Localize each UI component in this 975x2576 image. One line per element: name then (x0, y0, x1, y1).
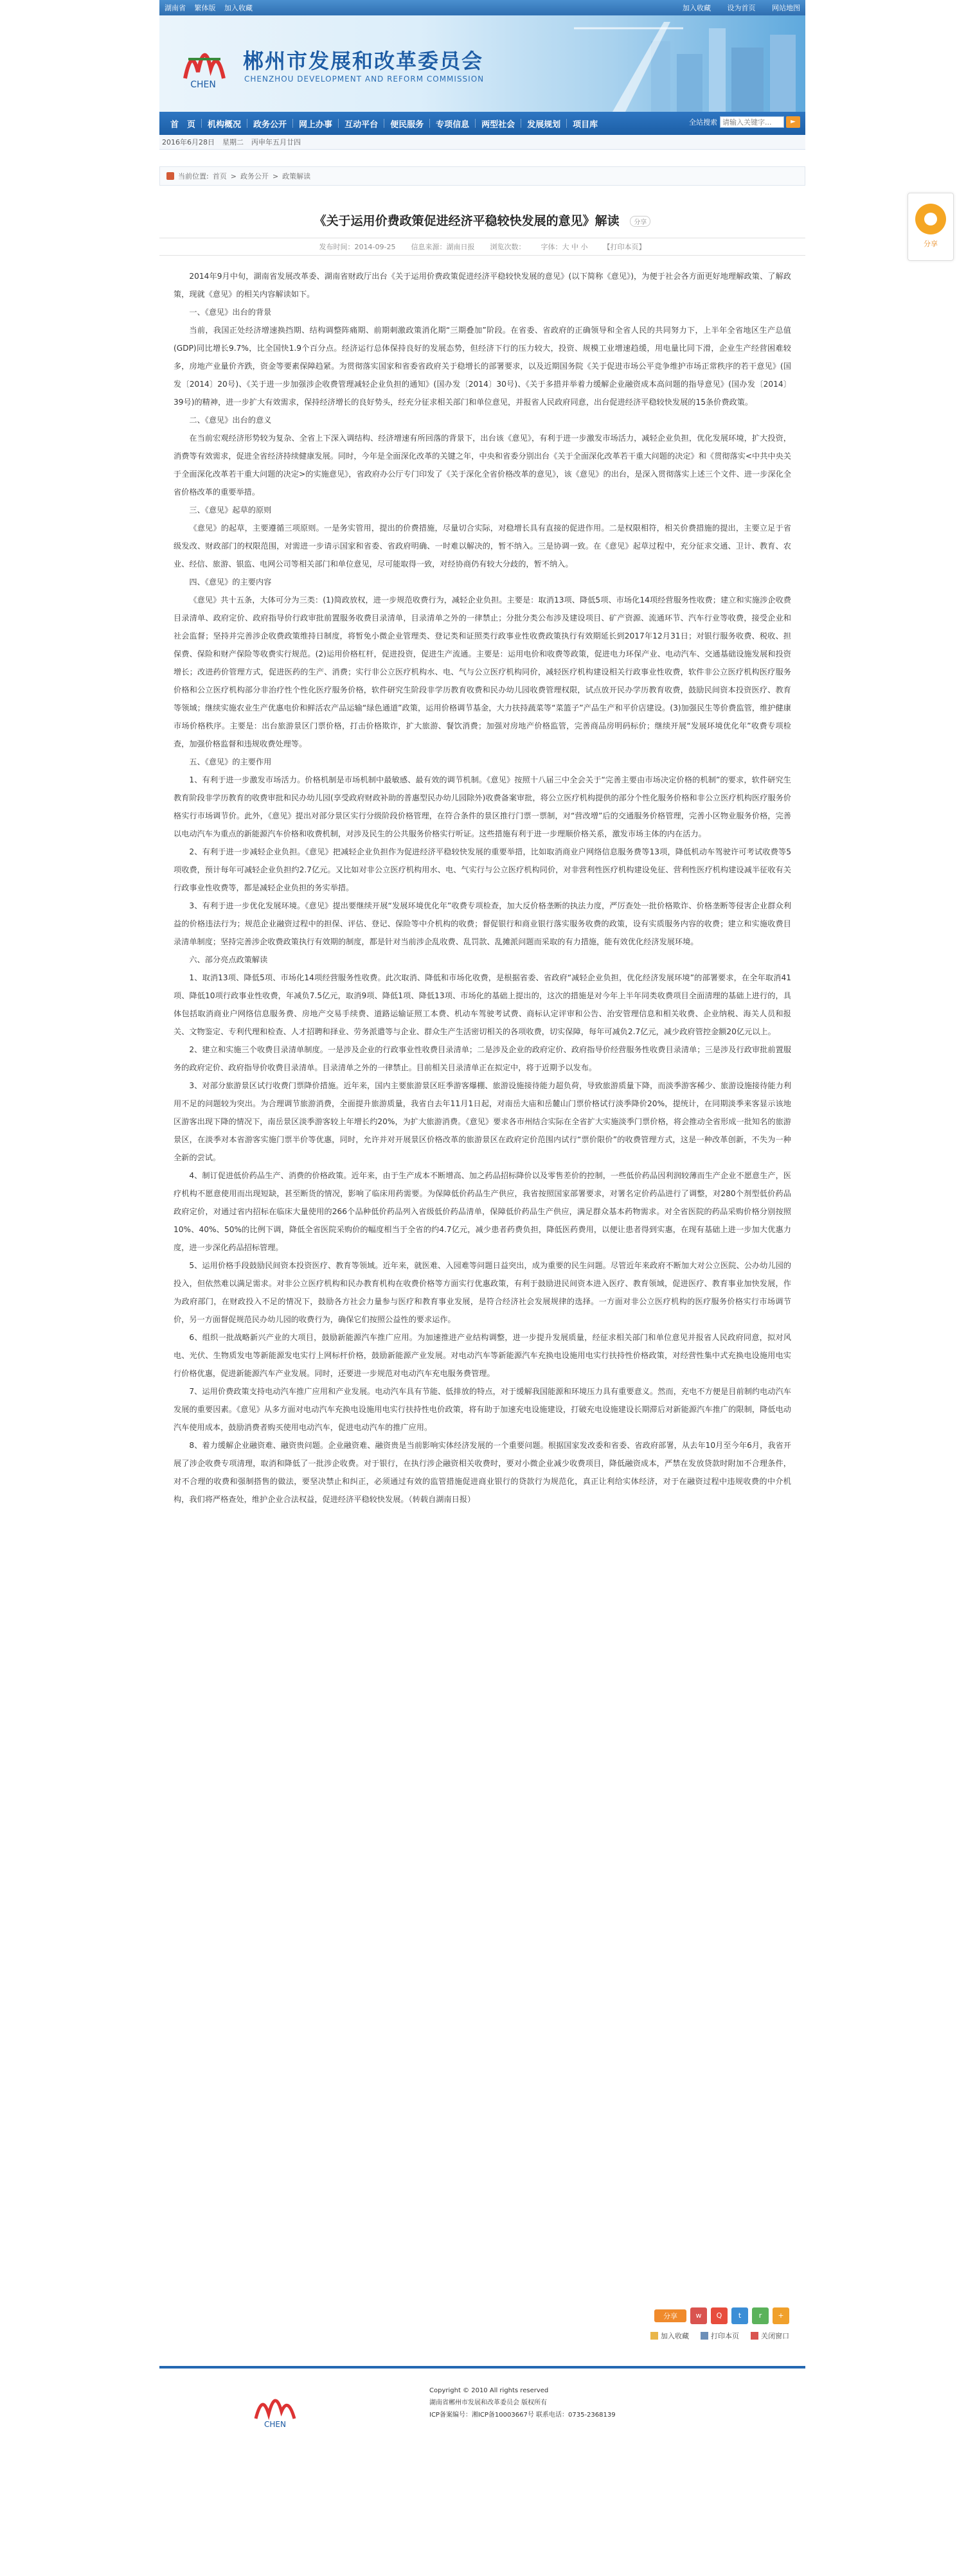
topbar-link[interactable]: 湖南省 (165, 4, 186, 12)
topbar-link[interactable]: 加入收藏 (224, 4, 253, 12)
nav-item-online-service[interactable]: 网上办事 (299, 119, 333, 130)
nav-item-planning[interactable]: 发展规划 (527, 119, 561, 130)
article-meta (159, 238, 805, 256)
date-bar (159, 135, 805, 150)
article-paragraph: 当前，我国正处经济增速换挡期、结构调整阵痛期、前期刺激政策消化期“三期叠加”阶段。在省委、省政府的正确领导和全省人民的共同努力下，上半年全省地区生产总值(GDP)同比增长9.7%，比全国快1.9个百分点。经济运行总体保持良好的发展态势，但经济下行的压力较大，投资、规模工业增速趋缓，用电量比同下滑，企业生产经营困难较多，房地产业量价齐跌，资金等要素保障趋紧。为贯彻落实国家和省委省政府关于稳增长的部署要求，以及近期国务院《关于促进市场公平竞争维护市场正常秩序的若干意见》(国发〔2014〕20号)、《关于进一步加强涉企收费管理减轻企业负担的通知》(国办发〔2014〕30号)、《关于多措并举着力缓解企业融资成本高问题的指导意见》(国办发〔2014〕39号)的精神，进一步扩大有效需求，保持经济增长的良好势头，经充分征求相关部门和单位意见，并报省人民政府同意，出台促进经济平稳较快发展的15条价费政策。 (174, 326, 791, 407)
site-footer (159, 2377, 805, 2435)
site-subtitle: CHENZHOU DEVELOPMENT AND REFORM COMMISSION (244, 75, 485, 84)
set-homepage-link[interactable]: 设为首页 (727, 4, 756, 12)
share-button[interactable]: 分享 (654, 2309, 686, 2322)
print-action[interactable]: 打印本页 (701, 2331, 739, 2341)
view-count: 浏览次数： (490, 243, 526, 251)
footer-copyright: Copyright © 2010 All rights reserved (429, 2387, 549, 2394)
section-heading: 六、部分亮点政策解读 (189, 955, 268, 964)
article-paragraph: 3、有利于进一步优化发展环境。《意见》提出要继续开展“发展环境优化年”收费专项检查，加大反价格垄断的执法力度，严厉查处一批价格欺诈、价格垄断等侵害企业群众利益的价格违法行为；规范企业融资过程中的担保、评估、登记、保险等中介机构的收费；督促银行和商业银行落实服务收费的政策，设有实质服务内容的收费；建立和实施收费目录清单制度；坚持完善涉企收费政策执行有效期的制度，都是针对当前涉企乱收费、乱罚款、乱摊派问题而采取的有力措施，能有效优化经济发展环境。 (174, 901, 791, 946)
floating-share-label: 分享 (924, 240, 938, 248)
nav-item-special-info[interactable]: 专项信息 (436, 119, 470, 130)
nav-item-interaction[interactable]: 互动平台 (344, 119, 379, 130)
article-paragraph: 5、运用价格手段鼓励民间资本投资医疗、教育等领域。近年来，就医难、入园难等问题日益突出，成为重要的民生问题。尽管近年来政府不断加大对公立医院、公办幼儿园的投入，但依然难以满足需求。对非公立医疗机构和民办教育机构在收费价格等方面实行优惠政策，有利于鼓励进民间资本进入医疗、教育领域，促进医疗、教育事业加快发展，作为政府部门，在财政投入不足的情况下，鼓励各方社会力量参与医疗和教育事业发展，是符合经济社会发展规律的选择。一方面对非公立医疗机构的医疗服务价格实行市场调节价，另一方面督促规范民办幼儿园的收费行为，确保它们按照公益性的要求运作。 (174, 1261, 791, 1324)
nav-item-about[interactable]: 机构概况 (208, 119, 242, 130)
footer-logo (249, 2383, 301, 2430)
star-icon (650, 2332, 658, 2340)
main-nav (159, 112, 805, 135)
weibo-share-icon[interactable]: w (690, 2307, 707, 2324)
city-skyline-image (535, 15, 805, 112)
share-bar (596, 2307, 789, 2340)
nav-item-two-type-society[interactable]: 两型社会 (481, 119, 515, 130)
topbar-right-links (668, 3, 800, 13)
topbar-link[interactable]: 繁体版 (194, 4, 216, 12)
info-source: 信息来源：湖南日报 (411, 243, 475, 251)
tencent-share-icon[interactable]: t (731, 2307, 748, 2324)
current-weekday: 星期二 (222, 138, 244, 146)
footer-org: 湖南省郴州市发展和改革委员会 版权所有 (429, 2399, 548, 2406)
breadcrumb-item[interactable]: 政策解读 (282, 172, 311, 181)
close-icon (751, 2332, 758, 2340)
article-paragraph: 2、建立和实施三个收费目录清单制度。一是涉及企业的行政事业性收费目录清单；二是涉及企业的政府定价、政府指导价经营服务性收费目录清单；三是涉及行政审批前置服务的政府定价、政府指导价收费目录清单。目录清单之外的一律禁止。目前相关目录清单正在拟定中，将于近期予以发布。 (174, 1045, 791, 1072)
breadcrumb-label: 当前位置: (178, 172, 209, 181)
article-paragraph: 2、有利于进一步减轻企业负担。《意见》把减轻企业负担作为促进经济平稳较快发展的重要举措，比如取消商业户网络信息服务费等13项，降低机动车驾驶许可考试收费等5项收费，预计每年可减轻企业负担约2.7亿元。又比如对非公立医疗机构用水、电、气实行与公立医疗机构同价，对非营利性医疗机构建设免征、营利性医疗机构建设减半征收有关行政事业性收费等，都是减轻企业负担的务实举措。 (174, 847, 791, 892)
article-actions (596, 2331, 789, 2341)
renren-share-icon[interactable]: r (752, 2307, 769, 2324)
search-input[interactable] (720, 116, 784, 128)
footer-info (429, 2385, 616, 2421)
article-paragraph: 7、运用价费政策支持电动汽车推广应用和产业发展。电动汽车具有节能、低排放的特点，对于缓解我国能源和环境压力具有重要意义。然而，充电不方便是目前制约电动汽车发展的重要因素。《意见》从多方面对电动汽车充换电设施用电实行扶持性电价政策，将有助于加速充电设施建设，打破充电设施建设长期滞后对新能源汽车推广的限制，降低电动汽车使用成本，鼓励消费者购买使用电动汽车，促进电动汽车的推广应用。 (174, 1387, 791, 1432)
article-title-row (159, 211, 805, 229)
breadcrumb-item[interactable]: 政务公开 (240, 172, 269, 181)
article-paragraph: 《意见》共十五条，大体可分为三类：(1)简政放权，进一步规范收费行为，减轻企业负担。主要是：取消13项、降低5项、市场化14项经营服务性收费；建立和实施涉企收费目录清单、政府定价、政府指导价行政审批前置服务收费目录清单，目录清单之外的一律禁止；分批分类公布涉及建设项目、矿产资源、流通环节、汽车行业等收费，接受企业和社会监督；坚持并完善涉企收费政策维持日制度，将暂免小微企业管理类、登记类和证照类行政事业性收费政策执行有效期延长到2017年12月31日；对银行服务收费、税收、担保费、保险和财产保险等收费实行规范。(2)运用价格杠杆，促进投资，促进生产流通。主要是：运用电价和收费等政策，促进电力环保产业、电动汽车、交通基础设施发展和投资增长；改进药价管理方式，促进医药的生产、消费；实行非公立医疗机构水、电、气与公立医疗机构同价，减轻医疗机构建设相关行政事业性收费，软件非公立医疗机构医疗服务价格和公立医疗机构部分非治疗性个性化医疗服务价格，软件研究生阶段非学历教育收费和民办幼儿园收费管理权限，试点放开民办学历教育收费，鼓励民间资本投资医疗、教育等领域；继续实施农业生产优惠电价和鲜活农产品运输“绿色通道”政策，运用价格调节基金，大力扶持蔬菜等“菜篮子”产品生产和平价店建设。(3)加强民生等价费监管，维护健康市场价格秩序。主要是：出台旅游景区门票价格，打击价格欺诈，扩大旅游、餐饮消费；加强对房地产价格监管，完善商品房明码标价；继续开展“发展环境优化年”收费专项检查，加强价格监督和违规收费处理等。 (174, 595, 791, 748)
site-logo[interactable] (179, 33, 230, 91)
share-icons-row (596, 2307, 789, 2324)
footer-contact: ICP备案编号：湘ICP备10003667号 联系电话：0735-2368139 (429, 2412, 616, 2419)
print-link[interactable]: 【打印本页】 (603, 243, 646, 251)
svg-text:CHEN: CHEN (190, 80, 216, 90)
breadcrumb-item[interactable]: 首页 (212, 172, 227, 181)
publish-date: 发布时间：2014-09-25 (319, 243, 396, 251)
share-logo-icon (915, 204, 946, 234)
topbar-left-links (165, 3, 259, 13)
printer-icon (701, 2332, 708, 2340)
header-banner (159, 15, 805, 112)
section-heading: 二、《意见》出台的意义 (189, 416, 272, 425)
article-body (159, 256, 805, 1508)
title-share-button[interactable]: 分享 (630, 216, 650, 227)
search-button[interactable]: ► (786, 116, 800, 128)
home-icon (166, 172, 174, 180)
article-paragraph: 2014年9月中旬，湖南省发展改革委、湖南省财政厅出台《关于运用价费政策促进经济平稳较快发展的意见》(以下简称《意见》)，为便于社会各方面更好地理解政策、了解政策，现就《意见》的相关内容解读如下。 (174, 272, 791, 299)
page-wrapper (159, 0, 805, 1508)
site-title: 郴州市发展和改革委员会 (243, 49, 484, 73)
article-paragraph: 1、有利于进一步激发市场活力。价格机制是市场机制中最敏感、最有效的调节机制。《意见》按照十八届三中全会关于“完善主要由市场决定价格的机制”的要求，软件研究生教育阶段非学历教育的收费审批和民办幼儿园(享受政府财政补助的普惠型民办幼儿园除外)收费备案审批，将公立医疗机构提供的部分个性化服务价格和非公立医疗机构医疗服务价格实行市场调节价。此外，《意见》提出对部分景区实行分级阶段价格管理，在符合条件的景区推行门票一票制，对“营改增”后的交通服务价格管理，完善小区物业服务价格，完善以电动汽车为重点的新能源汽车价格和收费机制，对涉及民生的公共服务价格实行听证。这些措施有利于进一步理顺价格关系，激发市场主体的内在活力。 (174, 775, 791, 838)
article-paragraph: 6、组织一批战略新兴产业的大项目，鼓励新能源汽车推广应用。为加速推进产业结构调整，进一步提升发展质量，经征求相关部门和单位意见并报省人民政府同意，拟对风电、光伏、生物质发电等新能源发电实行上网标杆价格，鼓励新能源产业发展。对电动汽车等新能源汽车充换电设施用电实行扶持性价格政策，对经营性集中式充换电设施用电实行价格优惠，促进新能源汽车产业发展。同时，还要进一步规范对电动汽车充电服务费管理。 (174, 1333, 791, 1378)
lunar-date: 丙申年五月廿四 (251, 138, 301, 146)
font-size-switch[interactable]: 字体：大 中 小 (541, 243, 588, 251)
breadcrumb-separator: > (272, 172, 279, 181)
close-window-action[interactable]: 关闭窗口 (751, 2331, 789, 2341)
article-paragraph: 8、着力缓解企业融资难、融资贵问题。企业融资难、融资贵是当前影响实体经济发展的一个重要问题。根据国家发改委和省委、省政府部署，从去年10月至今年6月，我省开展了涉企收费专项清理，取消和降低了一批涉企收费。对于银行，在执行涉企融资相关收费时，要对小微企业减少收费项目，降低融资成本，严禁在发放贷款时附加不合理条件，对不合理的收费和强制搭售的做法，要坚决禁止和纠正，必须通过有效的监管措施促进商业银行的贷款行为规范化，真正让利给实体经济，对于在融资过程中违规收费的中介机构，我们将严格查处，维护企业合法权益，促进经济平稳较快发展。（转载自湖南日报） (174, 1441, 791, 1504)
top-utility-bar (159, 0, 805, 15)
qzone-share-icon[interactable]: Q (711, 2307, 728, 2324)
section-heading: 四、《意见》的主要内容 (189, 578, 272, 587)
section-heading: 三、《意见》起草的原则 (189, 506, 272, 515)
nav-item-home[interactable]: 首 页 (170, 119, 196, 130)
article-title: 《关于运用价费政策促进经济平稳较快发展的意见》解读 (314, 214, 620, 228)
breadcrumb (159, 166, 805, 186)
search-label: 全站搜索 (689, 118, 717, 127)
add-favorite-link[interactable]: 加入收藏 (683, 4, 711, 12)
site-search (689, 116, 800, 128)
article-paragraph: 《意见》的起草，主要遵循三项原则。一是务实管用，提出的价费措施，尽量切合实际，对稳增长具有直接的促进作用。二是权限相符，相关价费措施的提出，主要立足于省级发改、财政部门的权限范围，对需进一步请示国家和省委、省政府明确、一时难以解决的，暂不纳入。三是协调一致。在《意见》起草过程中，充分征求交通、卫计、教育、农业、经信、旅游、银监、电网公司等相关部门和单位意见，尽可能取得一致，对经协商仍有较大分歧的，暂不纳入。 (174, 524, 791, 569)
section-heading: 五、《意见》的主要作用 (189, 757, 272, 766)
nav-item-public-service[interactable]: 便民服务 (390, 119, 424, 130)
add-favorite-action[interactable]: 加入收藏 (650, 2331, 689, 2341)
floating-share-widget[interactable] (908, 193, 954, 261)
nav-item-gov-info[interactable]: 政务公开 (253, 119, 287, 130)
nav-item-projects[interactable]: 项目库 (573, 119, 598, 130)
breadcrumb-separator: > (230, 172, 237, 181)
svg-text:CHEN: CHEN (264, 2420, 286, 2429)
section-heading: 一、《意见》出台的背景 (189, 308, 272, 317)
article-paragraph: 4、制订促进低价药品生产、消费的价格政策。近年来，由于生产成本不断增高、加之药品招标降价以及零售差价的控制，一些低价药品因利润较薄而生产企业不愿意生产，医疗机构不愿意使用而出现短缺，甚至断货的情况，影响了临床用药需要。为保障低价药品生产供应，我省按照国家部署要求，对署名定价药品进行了调整，对280个剂型低价药品政府定价，对通过省内招标在临床大量使用的266个品种低价药品列入省级低价药品清单，保障低价药品生产供应，满足群众基本药物需求。对全省医院的药品采购价格分别按照10%、40%、50%的比例下调，降低全省医院采购价的幅度相当于全省的约4.7亿元，减少患者药费负担，降低医药费用，以便让患者得到实惠，在现有基础上进一步加大优惠力度，进一步深化药品招标管理。 (174, 1171, 791, 1252)
article-paragraph: 1、取消13项、降低5项、市场化14项经营服务性收费。此次取消、降低和市场化收费，是根据省委、省政府“减轻企业负担，优化经济发展环境”的部署要求，在全年取消41项、降低10项行政事业性收费，年减负7.5亿元，取消9项、降低1项、降低13项、市场化的基础上提出的，这次的措施是对今年上半年同类收费项目全面清理的基础上进行的，具体包括取消商业户网络信息服务费、房地产交易手续费、道路运输证照工本费、机动车驾驶考试费、商标认定评审和公告、治安管理信息和相关收费、企业纳税、海关人员和报关、文物鉴定、专利代理和检查、人才招聘和择业、劳务派遣等与企业、群众生产生活密切相关的各项收费，切实保障，每年可减负2.7亿元，减少政府管控金额20亿元以上。 (174, 973, 791, 1036)
sitemap-link[interactable]: 网站地图 (772, 4, 800, 12)
more-share-icon[interactable]: + (773, 2307, 789, 2324)
current-date: 2016年6月28日 (162, 138, 215, 146)
footer-divider (159, 2366, 805, 2369)
article-paragraph: 3、对部分旅游景区试行收费门票降价措施。近年来，国内主要旅游景区旺季游客爆棚、旅游设施接待能力超负荷，导致旅游质量下降，而淡季游客稀少、旅游设施接待能力利用不足的问题较为突出。为合理调节旅游消费，全面提升旅游质量，我省自去年11月1日起，对南岳大庙和岳麓山门票价格试行淡季降价20%，提统计，在同期淡季来客显示该地区游客出现下降的情况下，南岳景区淡季游客较上年增长约20%，为扩大旅游消费。《意见》要求各市州结合实际在全省扩大实施淡季门票价格，将会推动全省形成一批知名的旅游景区，在淡季对本省游客实施门票半价等优惠，同时，允许并对开展景区价格改革的旅游景区在政府定价范围内试行“票价限价”的收费管理方式，这是一种改革创新，不失为一种全新的尝试。 (174, 1081, 791, 1162)
article-paragraph: 在当前宏观经济形势较为复杂、全省上下深入调结构、经济增速有所回落的背景下，出台该《意见》，有利于进一步激发市场活力，减轻企业负担，优化发展环境，扩大投资，消费等有效需求，促进全省经济持续健康发展。同时，今年是全面深化改革的关键之年，中央和省委分别出台《关于全面深化改革若干重大问题的决定》和《贯彻落实<中共中央关于全面深化改革若干重大问题的决定>的实施意见》，省政府办公厅专门印发了《关于深化全省价格改革的意见》，该《意见》的出台，是深入贯彻落实上述三个文件、进一步深化全省价格改革的重要举措。 (174, 434, 791, 497)
